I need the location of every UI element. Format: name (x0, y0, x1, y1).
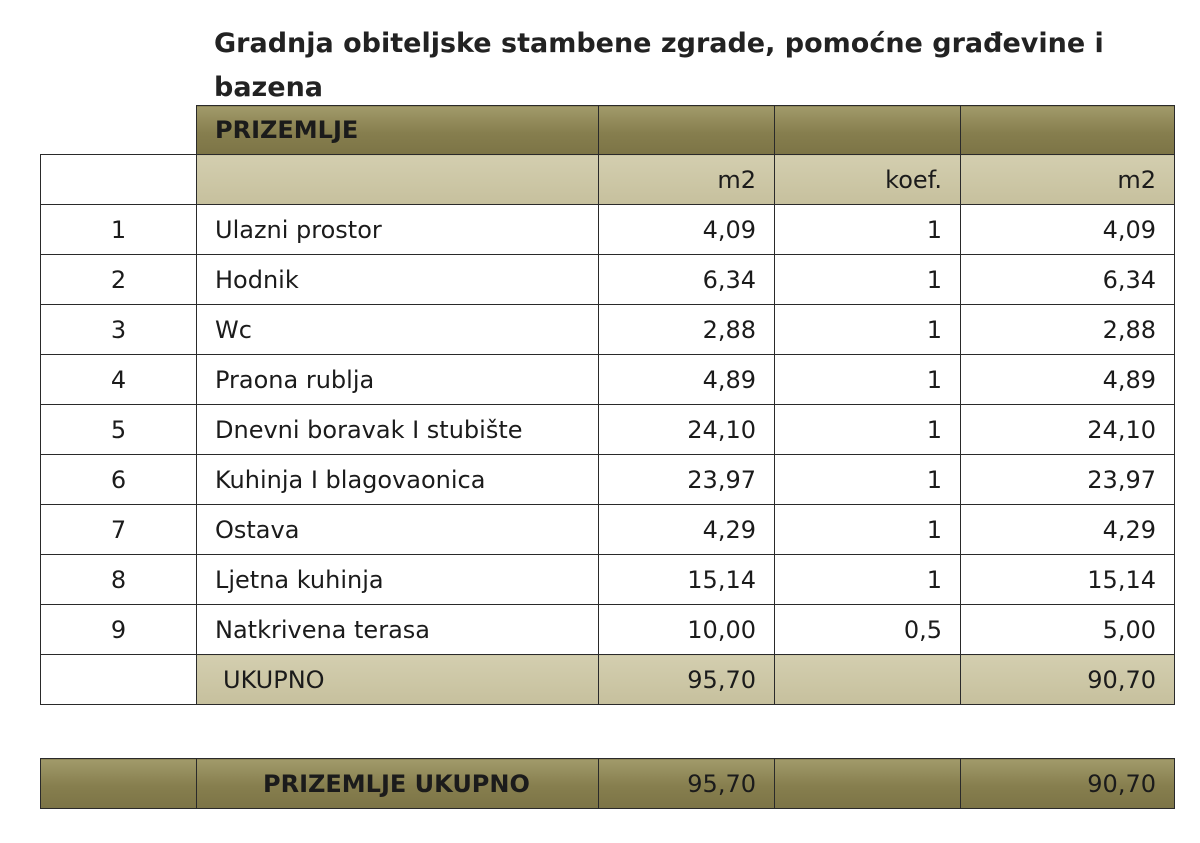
section-header-row (41, 106, 1175, 155)
coef-header: koef. (775, 155, 961, 205)
table-row (41, 355, 1175, 405)
table-row (41, 255, 1175, 305)
empty-cell (41, 106, 197, 155)
room-net-area: 6,34 (961, 255, 1175, 305)
room-area: 24,10 (599, 405, 775, 455)
table-row (41, 455, 1175, 505)
row-index: 4 (41, 355, 197, 405)
room-net-area: 15,14 (961, 555, 1175, 605)
row-index: 7 (41, 505, 197, 555)
room-net-area: 2,88 (961, 305, 1175, 355)
room-net-area: 4,89 (961, 355, 1175, 405)
room-name: Ulazni prostor (197, 205, 599, 255)
room-area: 4,29 (599, 505, 775, 555)
row-index: 9 (41, 605, 197, 655)
room-coef: 1 (775, 355, 961, 405)
room-name: Praona rublja (197, 355, 599, 405)
row-index: 8 (41, 555, 197, 605)
table-row (41, 405, 1175, 455)
total-coef-cell (775, 655, 961, 705)
summary-net-area: 90,70 (961, 759, 1175, 809)
room-name: Hodnik (197, 255, 599, 305)
row-index: 5 (41, 405, 197, 455)
room-name: Natkrivena terasa (197, 605, 599, 655)
room-coef: 1 (775, 255, 961, 305)
room-coef: 1 (775, 305, 961, 355)
room-net-area: 23,97 (961, 455, 1175, 505)
row-index: 3 (41, 305, 197, 355)
summary-label: PRIZEMLJE UKUPNO (197, 759, 599, 809)
table-row (41, 305, 1175, 355)
room-area: 15,14 (599, 555, 775, 605)
room-area: 23,97 (599, 455, 775, 505)
room-net-area: 4,09 (961, 205, 1175, 255)
room-coef: 1 (775, 505, 961, 555)
room-coef: 1 (775, 405, 961, 455)
room-name: Dnevni boravak I stubište (197, 405, 599, 455)
summary-row (41, 759, 1175, 809)
room-area: 10,00 (599, 605, 775, 655)
name-header-cell (197, 155, 599, 205)
header-cell (961, 106, 1175, 155)
room-area: 6,34 (599, 255, 775, 305)
room-area: 4,89 (599, 355, 775, 405)
total-index-cell (41, 655, 197, 705)
table-row (41, 505, 1175, 555)
row-index: 1 (41, 205, 197, 255)
room-name: Kuhinja I blagovaonica (197, 455, 599, 505)
total-net-area: 90,70 (961, 655, 1175, 705)
summary-empty-cell (41, 759, 197, 809)
room-coef: 1 (775, 455, 961, 505)
room-net-area: 4,29 (961, 505, 1175, 555)
row-index: 2 (41, 255, 197, 305)
table-row (41, 555, 1175, 605)
room-net-area: 5,00 (961, 605, 1175, 655)
room-coef: 1 (775, 555, 961, 605)
row-index: 6 (41, 455, 197, 505)
room-name: Ljetna kuhinja (197, 555, 599, 605)
header-cell (599, 106, 775, 155)
total-label: UKUPNO (197, 655, 599, 705)
summary-table (40, 758, 1175, 809)
total-area: 95,70 (599, 655, 775, 705)
section-title: PRIZEMLJE (197, 106, 599, 155)
room-coef: 0,5 (775, 605, 961, 655)
document-title: Gradnja obiteljske stambene zgrade, pomoćne građevine i bazena (214, 28, 1104, 103)
column-header-row (41, 155, 1175, 205)
room-area: 2,88 (599, 305, 775, 355)
room-area: 4,09 (599, 205, 775, 255)
table-row (41, 205, 1175, 255)
total-row (41, 655, 1175, 705)
net-area-header: m2 (961, 155, 1175, 205)
area-table (40, 105, 1175, 705)
room-net-area: 24,10 (961, 405, 1175, 455)
table-row (41, 605, 1175, 655)
room-name: Ostava (197, 505, 599, 555)
header-cell (775, 106, 961, 155)
room-coef: 1 (775, 205, 961, 255)
summary-area: 95,70 (599, 759, 775, 809)
summary-coef-cell (775, 759, 961, 809)
area-header: m2 (599, 155, 775, 205)
index-header-cell (41, 155, 197, 205)
room-name: Wc (197, 305, 599, 355)
